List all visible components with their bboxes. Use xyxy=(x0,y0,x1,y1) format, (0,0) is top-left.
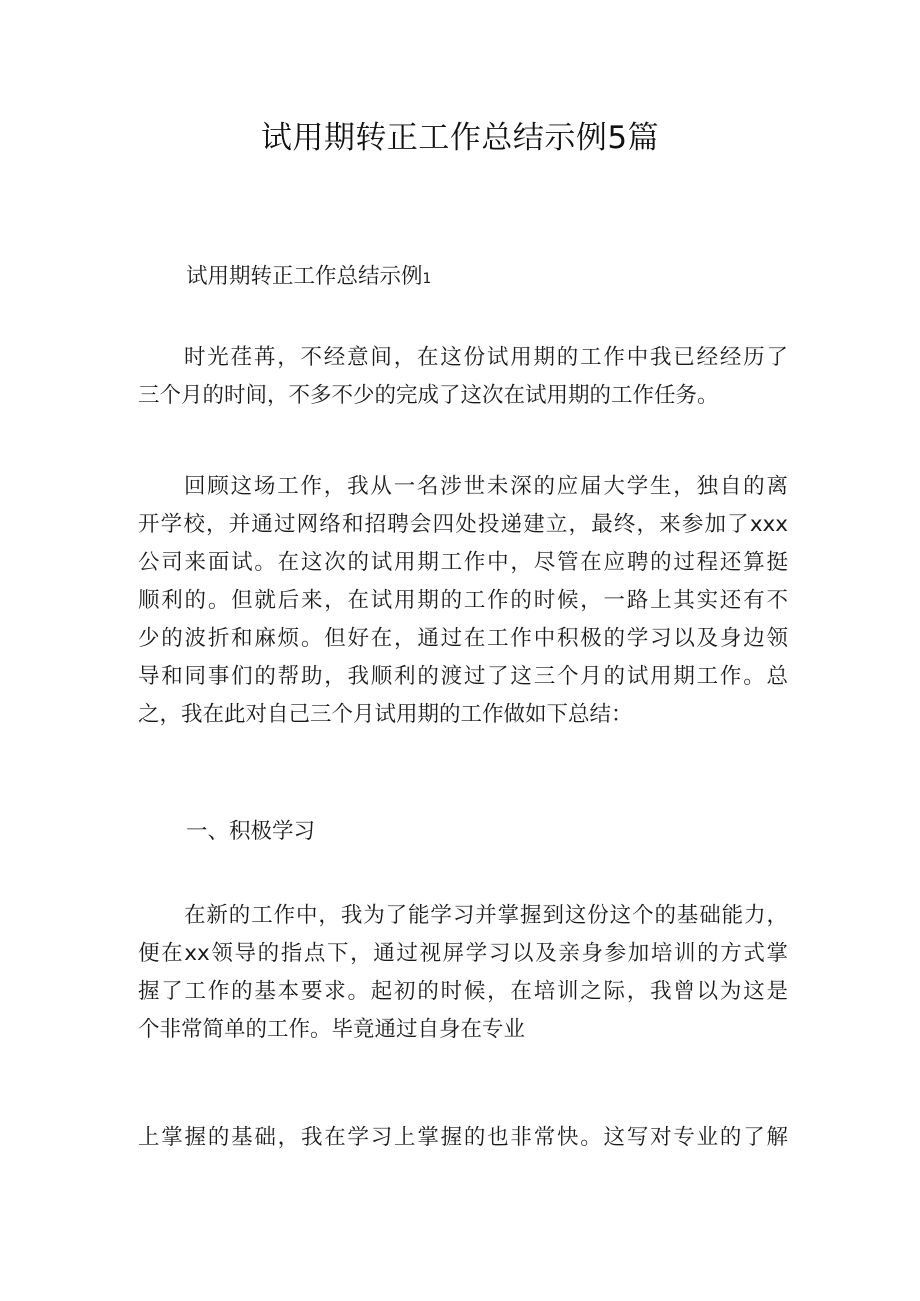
paragraph-line: 便在xx领导的指点下，通过视屏学习以及亲身参加培训的方式掌 xyxy=(138,941,788,966)
paragraph-line: 少的波折和麻烦。但好在，通过在工作中积极的学习以及身边领 xyxy=(138,626,788,651)
paragraph-line: 公司来面试。在这次的试用期工作中，尽管在应聘的过程还算挺 xyxy=(138,550,788,575)
paragraph-3 xyxy=(138,897,788,1049)
paragraph-line: 回顾这场工作，我从一名涉世未深的应届大学生，独自的离 xyxy=(184,474,788,499)
paragraph-line: 在新的工作中，我为了能学习并掌握到这份这个的基础能力， xyxy=(184,903,788,928)
paragraph-line: 导和同事们的帮助，我顺利的渡过了这三个月的试用期工作。总 xyxy=(138,664,788,689)
paragraph-line: 之，我在此对自己三个月试用期的工作做如下总结： xyxy=(138,702,633,727)
section-heading-text: 试用期转正工作总结示例 xyxy=(186,264,423,289)
paragraph-line: 个非常简单的工作。毕竟通过自身在专业 xyxy=(138,1017,526,1042)
paragraph-line: 三个月的时间，不多不少的完成了这次在试用期的工作任务。 xyxy=(138,383,719,408)
paragraph-line: 顺利的。但就后来，在试用期的工作的时候，一路上其实还有不 xyxy=(138,588,788,613)
document-title: 试用期转正工作总结示例5篇 xyxy=(260,120,660,156)
paragraph-1 xyxy=(138,339,788,415)
paragraph-2 xyxy=(138,468,788,734)
paragraph-line: 开学校，并通过网络和招聘会四处投递建立，最终，来参加了xxx xyxy=(138,512,788,537)
paragraph-line: 时光荏苒，不经意间，在这份试用期的工作中我已经经历了 xyxy=(184,345,788,370)
section-heading xyxy=(186,258,431,298)
subheading-active-learning: 一、积极学习 xyxy=(186,819,316,844)
section-heading-number: 1 xyxy=(422,271,432,287)
paragraph-line: 上掌握的基础，我在学习上掌握的也非常快。这写对专业的了解 xyxy=(138,1125,788,1150)
paragraph-line: 握了工作的基本要求。起初的时候，在培训之际，我曾以为这是 xyxy=(138,979,788,1004)
paragraph-4 xyxy=(138,1119,788,1157)
